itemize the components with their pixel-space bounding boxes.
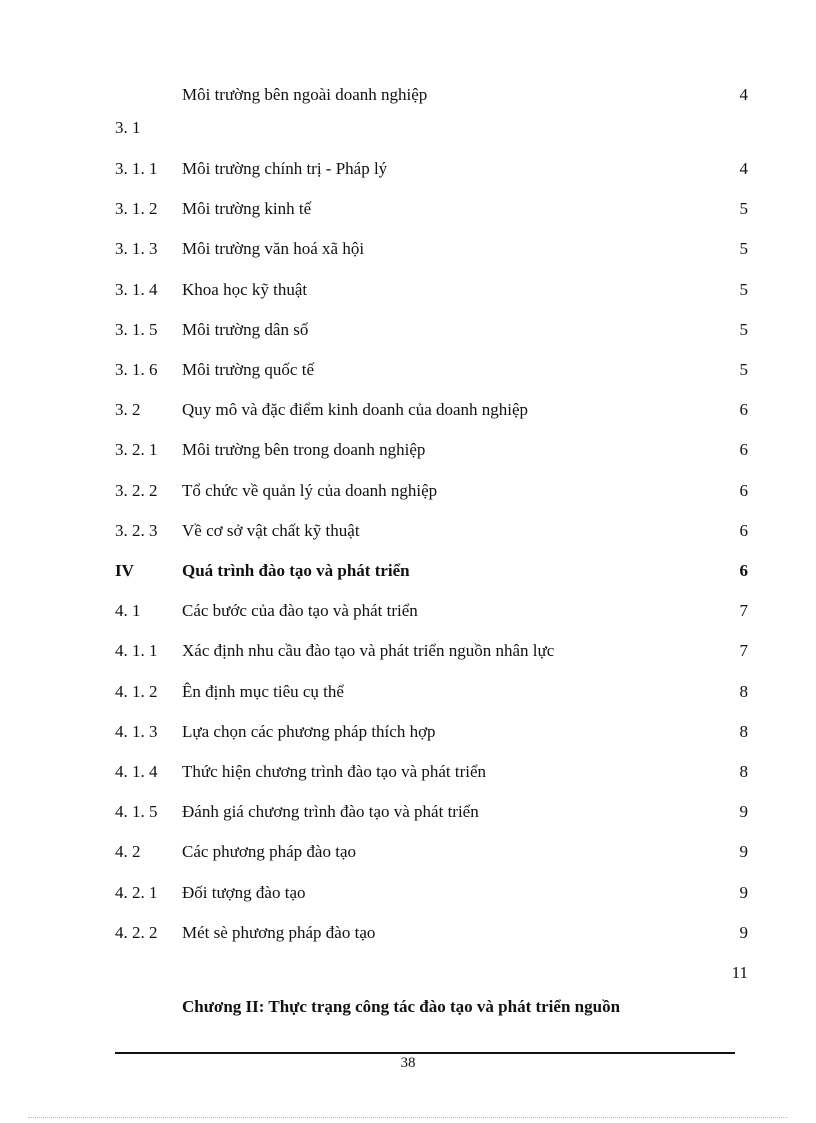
toc-entry xyxy=(0,921,816,945)
toc-entry-page: 4 xyxy=(739,159,748,178)
toc-entry-title: Môi trường bên trong doanh nghiệp xyxy=(182,440,426,459)
toc-entry xyxy=(0,961,816,985)
toc-entry xyxy=(0,116,816,140)
toc-entry-page: 4 xyxy=(739,85,748,104)
toc-entry-page: 9 xyxy=(739,883,748,902)
toc-entry-page: 7 xyxy=(739,601,748,620)
toc-entry-number: 4. 1. 3 xyxy=(115,722,158,741)
toc-entry xyxy=(0,680,816,704)
page-bottom-border xyxy=(28,1117,788,1118)
toc-entry-page: 6 xyxy=(739,440,748,459)
toc-entry-title: Môi trường quốc tế xyxy=(182,360,314,379)
toc-entry-title: Các phương pháp đào tạo xyxy=(182,842,356,861)
toc-entry xyxy=(0,358,816,382)
toc-entry-title: Tổ chức về quản lý của doanh nghiệp xyxy=(182,481,438,500)
toc-entry-title: Đánh giá chương trình đào tạo và phát triển xyxy=(182,802,479,821)
toc-entry-title: Khoa học kỹ thuật xyxy=(182,280,308,299)
toc-entry-number: 3. 1. 2 xyxy=(115,199,158,218)
toc-entry xyxy=(0,639,816,663)
toc-entry-title: Lựa chọn các phương pháp thích hợp xyxy=(182,722,436,741)
toc-entry-page: 5 xyxy=(739,239,748,258)
toc-entry-number: 4. 2. 1 xyxy=(115,883,158,902)
toc-entry-page: 7 xyxy=(739,641,748,660)
toc-entry-page: 5 xyxy=(739,360,748,379)
toc-entry-title: Về cơ sở vật chất kỹ thuật xyxy=(182,521,360,540)
toc-entry-number: 4. 2 xyxy=(115,842,141,861)
toc-entry-title: Ên định mục tiêu cụ thể xyxy=(182,682,344,701)
toc-entry-page: 5 xyxy=(739,280,748,299)
toc-entry-page: 9 xyxy=(739,842,748,861)
toc-entry-page: 8 xyxy=(739,682,748,701)
toc-entry-title: Các bước của đào tạo và phát triển xyxy=(182,601,418,620)
toc-entry-number: 4. 1. 2 xyxy=(115,682,158,701)
toc-entry-number: 4. 1 xyxy=(115,601,141,620)
toc-entry-number: 4. 1. 4 xyxy=(115,762,158,781)
toc-entry xyxy=(0,438,816,462)
toc-entry xyxy=(0,479,816,503)
toc-entry-page: 9 xyxy=(739,923,748,942)
toc-entry-number: 4. 2. 2 xyxy=(115,923,158,942)
toc-entry-page: 6 xyxy=(739,481,748,500)
toc-entry-page: 5 xyxy=(739,320,748,339)
toc-entry-page: 9 xyxy=(739,802,748,821)
toc-entry xyxy=(0,398,816,422)
toc-entry xyxy=(0,760,816,784)
toc-entry-number: 4. 1. 1 xyxy=(115,641,158,660)
toc-entry-title: Đối tượng đào tạo xyxy=(182,883,306,902)
toc-entry xyxy=(0,197,816,221)
toc-entry xyxy=(0,318,816,342)
toc-entry-page: 6 xyxy=(739,400,748,419)
toc-entry-title: Xác định nhu cầu đào tạo và phát triển nguồn nhân lực xyxy=(182,641,555,660)
toc-entry-page: 11 xyxy=(731,963,748,982)
toc-entry-number: 3. 1. 4 xyxy=(115,280,158,299)
toc-entry xyxy=(0,881,816,905)
toc-entry xyxy=(0,840,816,864)
toc-entry-title: Môi trường văn hoá xã hội xyxy=(182,239,365,258)
toc-entry xyxy=(0,720,816,744)
toc-entry-title: Môi trường kinh tế xyxy=(182,199,312,218)
toc-entry-page: 8 xyxy=(739,762,748,781)
toc-entry-title: Quá trình đào tạo và phát triển xyxy=(182,561,410,580)
toc-entry-page: 6 xyxy=(739,521,748,540)
toc-entry-number: 3. 2. 1 xyxy=(115,440,158,459)
toc-entry-title: Môi trường bên ngoài doanh nghiệp xyxy=(182,85,428,104)
toc-entry xyxy=(0,83,816,107)
toc-entry-number: 3. 2. 3 xyxy=(115,521,158,540)
toc-entry-title: Quy mô và đặc điểm kinh doanh của doanh nghiệp xyxy=(182,400,529,419)
toc-entry-title: Môi trường chính trị - Pháp lý xyxy=(182,159,388,178)
toc-entry-number: 3. 1. 3 xyxy=(115,239,158,258)
toc-entry-number: 3. 2 xyxy=(115,400,141,419)
toc-entry-title: Môi trường dân số xyxy=(182,320,309,339)
toc-entry xyxy=(0,157,816,181)
footer-page-number: 38 xyxy=(400,1055,416,1071)
toc-entry xyxy=(0,278,816,302)
toc-entry xyxy=(0,599,816,623)
chapter-heading: Chương II: Thực trạng công tác đào tạo và phát triển nguồn xyxy=(182,997,621,1016)
toc-entry-section-heading xyxy=(0,559,816,583)
toc-entry-title: Thức hiện chương trình đào tạo và phát triển xyxy=(182,762,487,781)
toc-entry-title: Mét sè phương pháp đào tạo xyxy=(182,923,376,942)
toc-entry xyxy=(0,237,816,261)
toc-entry-page: 5 xyxy=(739,199,748,218)
toc-entry-number: 4. 1. 5 xyxy=(115,802,158,821)
toc-entry-number: 3. 1. 6 xyxy=(115,360,158,379)
toc-entry-number: IV xyxy=(115,561,134,580)
toc-entry-number: 3. 1 xyxy=(115,118,141,137)
toc-entry-number: 3. 1. 1 xyxy=(115,159,158,178)
toc-entry xyxy=(0,519,816,543)
toc-entry xyxy=(0,800,816,824)
toc-entry-page: 8 xyxy=(739,722,748,741)
toc-entry-page: 6 xyxy=(739,561,748,580)
toc-entry-number: 3. 2. 2 xyxy=(115,481,158,500)
toc-entry-number: 3. 1. 5 xyxy=(115,320,158,339)
